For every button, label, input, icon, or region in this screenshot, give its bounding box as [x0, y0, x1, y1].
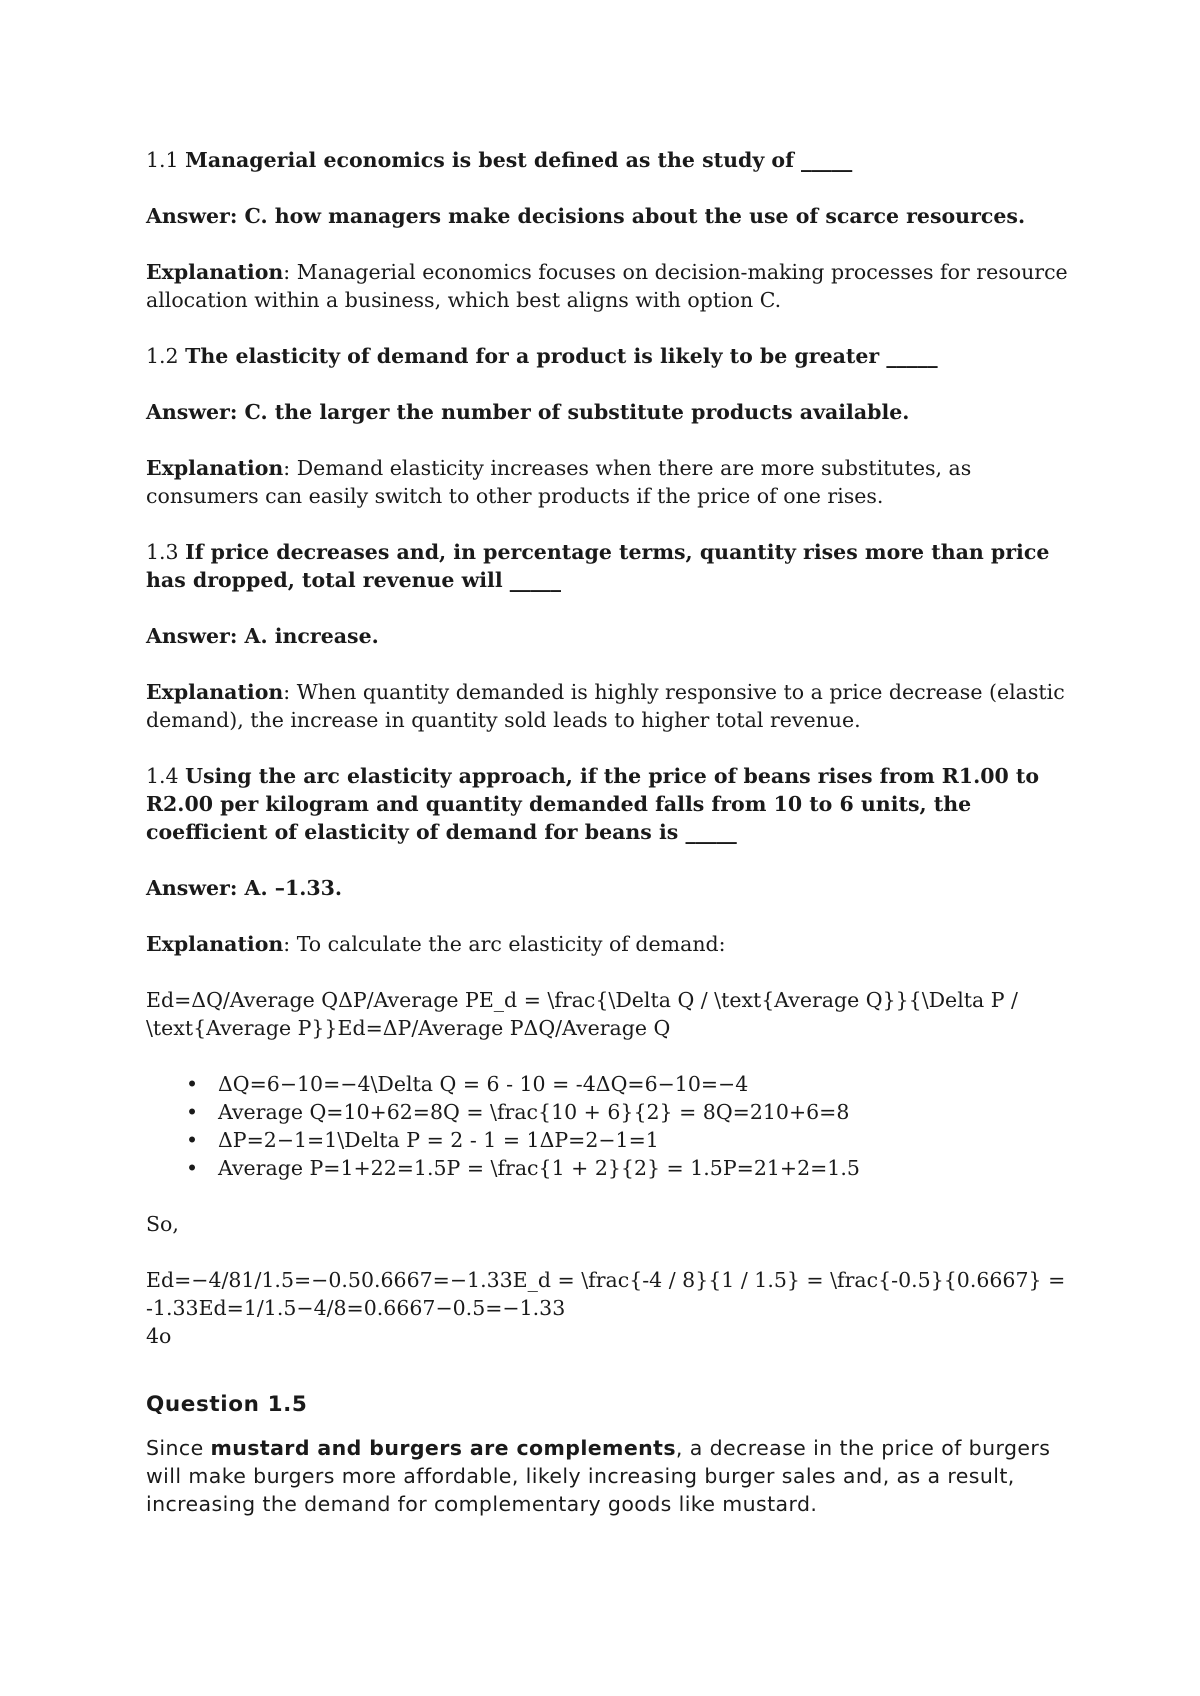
step-text: ΔQ=6−10=−4\Delta Q = 6 - 10 = -4ΔQ=6−10=−4: [218, 1072, 749, 1096]
text-before: Since: [146, 1436, 211, 1460]
explanation-1-1: [146, 258, 1076, 314]
question-text: Using the arc elasticity approach, if the price of beans rises from R1.00 to R2.00 per kilogram and quantity demanded falls from 10 to 6 units, the coefficient of elasticity of demand for beans is _____: [146, 764, 1040, 844]
step-text: Average P=1+22=1.5P = \frac{1 + 2}{2} = 1.5P=21+2=1.5: [218, 1156, 860, 1180]
explanation-text: : To calculate the arc elasticity of demand:: [283, 932, 726, 956]
explanation-text: : Demand elasticity increases when there are more substitutes, as consumers can easily switch to other products if the price of one rises.: [146, 456, 972, 508]
formula-line: Ed=ΔQ/Average QΔP/Average PE_d = \frac{\Delta Q / \text{Average Q}}{\Delta P / \text{Average P}}Ed=ΔP/Average PΔQ/Average Q: [146, 988, 1018, 1040]
list-item: [146, 1070, 1076, 1098]
bullet-icon: •: [186, 1072, 199, 1096]
result-line: Ed=−4/81/1.5=−0.50.6667=−1.33E_d = \frac{-4 / 8}{1 / 1.5} = \frac{-0.5}{0.6667} = -1.33Ed=1/1.5−4/8=0.6667−0.5=−1.33: [146, 1268, 1066, 1320]
stray-text: 4o: [146, 1324, 172, 1348]
question-1-3: [146, 538, 1076, 594]
explanation-label: Explanation: [146, 680, 284, 704]
so-text: So,: [146, 1212, 179, 1236]
question-text: If price decreases and, in percentage terms, quantity rises more than price has dropped, total revenue will _____: [146, 540, 1050, 592]
question-number: 1.2: [146, 344, 179, 368]
question-text: Managerial economics is best defined as the study of _____: [185, 148, 853, 172]
explanation-1-3: [146, 678, 1076, 734]
explanation-text: : When quantity demanded is highly responsive to a price decrease (elastic demand), the increase in quantity sold leads to higher total revenue.: [146, 680, 1065, 732]
explanation-1-2: [146, 454, 1076, 510]
bullet-icon: •: [186, 1156, 199, 1180]
question-text: The elasticity of demand for a product is likely to be greater _____: [185, 344, 938, 368]
explanation-label: Explanation: [146, 932, 284, 956]
text-bold: mustard and burgers are complements: [210, 1436, 676, 1460]
question-1-4: [146, 762, 1076, 846]
step-text: Average Q=10+62=8Q = \frac{10 + 6}{2} = 8Q=210+6=8: [218, 1100, 850, 1124]
text-after: , a decrease in the price of burgers will make burgers more affordable, likely increasing burger sales and, as a result, increasing the demand for complementary goods like mustard.: [146, 1436, 1051, 1516]
question-1-2: [146, 342, 1076, 370]
bullet-icon: •: [186, 1128, 199, 1152]
answer-1-1: Answer: C. how managers make decisions about the use of scarce resources.: [146, 204, 1026, 228]
explanation-1-4: [146, 930, 1076, 958]
explanation-text: : Managerial economics focuses on decision-making processes for resource allocation within a business, which best aligns with option C.: [146, 260, 1068, 312]
answer-1-2: Answer: C. the larger the number of substitute products available.: [146, 400, 910, 424]
list-item: [146, 1154, 1076, 1182]
calculation-steps: [146, 1070, 1076, 1182]
question-1-5-heading: Question 1.5: [146, 1392, 308, 1417]
explanation-label: Explanation: [146, 456, 284, 480]
list-item: [146, 1098, 1076, 1126]
question-number: 1.4: [146, 764, 179, 788]
question-number: 1.1: [146, 148, 179, 172]
list-item: [146, 1126, 1076, 1154]
question-1-1: [146, 146, 1076, 174]
explanation-label: Explanation: [146, 260, 284, 284]
question-1-5-text: [146, 1434, 1076, 1518]
step-text: ΔP=2−1=1\Delta P = 2 - 1 = 1ΔP=2−1=1: [218, 1128, 659, 1152]
document-body: [146, 146, 1076, 1378]
answer-1-3: Answer: A. increase.: [146, 624, 379, 648]
bullet-icon: •: [186, 1100, 199, 1124]
question-number: 1.3: [146, 540, 179, 564]
question-1-5-block: [146, 1390, 1076, 1518]
answer-1-4: Answer: A. –1.33.: [146, 876, 343, 900]
